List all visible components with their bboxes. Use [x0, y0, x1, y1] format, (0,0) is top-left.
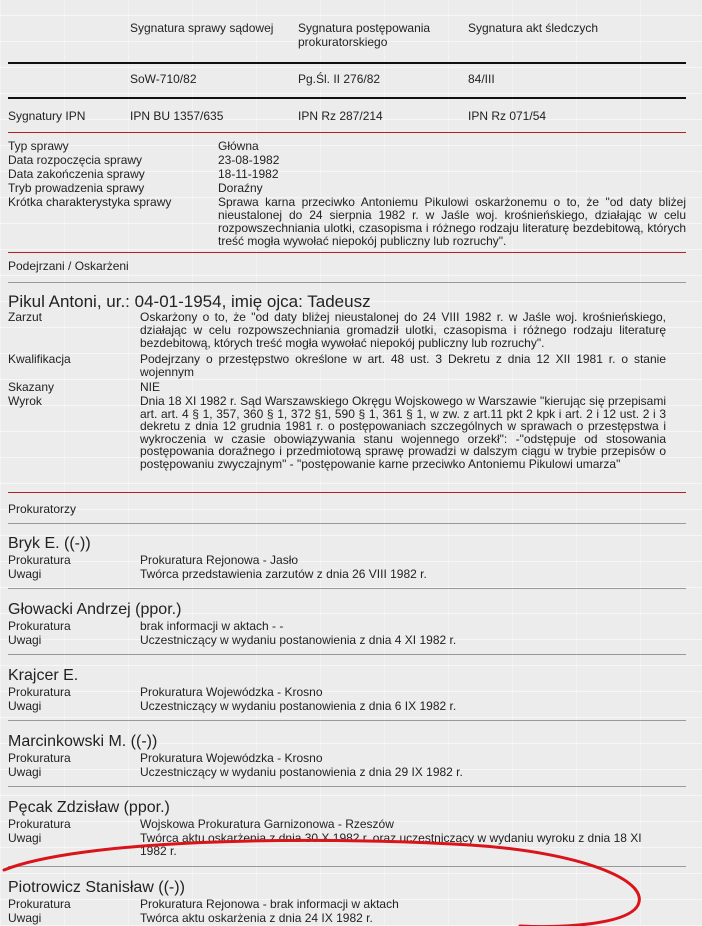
prosecutor-notes-label: Uwagi [8, 765, 42, 779]
prosecutor-office-value: Prokuratura Wojewódzka - Krosno [140, 685, 323, 699]
prosecutor-notes-value: Twórca aktu oskarżenia z dnia 24 IX 1982 r. [140, 911, 373, 925]
prosecutor-office-label: Prokuratura [8, 553, 71, 567]
header-col-prosecutor-signature: Sygnatura postępowania prokuratorskiego [298, 21, 431, 49]
prosecutor-name: Piotrowicz Stanisław ((-)) [8, 879, 185, 896]
prosecutor-office-label: Prokuratura [8, 751, 71, 765]
case-type-label: Typ sprawy [8, 139, 69, 153]
prosecutor-office-label: Prokuratura [8, 619, 71, 633]
prosecutor-notes-value: Twórca przedstawienia zarzutów z dnia 26 VIII 1982 r. [140, 567, 427, 581]
prosecutor-office-value: Prokuratura Rejonowa - Jasło [140, 553, 299, 567]
prosecutor-office-value: brak informacji w aktach - - [140, 619, 284, 633]
prosecutor-office-label: Prokuratura [8, 817, 71, 831]
ellipse-stroke [4, 840, 639, 926]
suspect-name: Pikul Antoni, ur.: 04-01-1954, imię ojca: Tadeusz [8, 292, 371, 311]
prosecutor-notes-label: Uwagi [8, 831, 42, 845]
prosecutors-section-title: Prokuratorzy [8, 502, 77, 516]
prosecutor-name: Głowacki Andrzej (ppor.) [8, 601, 182, 618]
prosecutor-name: Pęcak Zdzisław (ppor.) [8, 799, 170, 816]
case-description-label: Krótka charakterystyka sprawy [8, 195, 172, 209]
convicted-label: Skazany [8, 380, 55, 394]
header-col-court-signature: Sygnatura sprawy sądowej [130, 21, 274, 35]
case-start-value: 23-08-1982 [218, 153, 280, 167]
prosecutor-notes-label: Uwagi [8, 699, 42, 713]
case-type-value: Główna [218, 139, 259, 153]
prosecutor-notes-label: Uwagi [8, 911, 42, 925]
prosecutor-office-label: Prokuratura [8, 897, 71, 911]
qualification-label: Kwalifikacja [8, 352, 71, 366]
prosecutor-notes-label: Uwagi [8, 567, 42, 581]
prosecutor-office-value: Prokuratura Wojewódzka - Krosno [140, 751, 323, 765]
prosecutor-name: Marcinkowski M. ((-)) [8, 733, 158, 750]
ipn-value-3: IPN Rz 071/54 [468, 109, 547, 123]
ipn-value-2: IPN Rz 287/214 [298, 109, 383, 123]
case-description-value: Sprawa karna przeciwko Antoniemu Pikulowi oskarżonemu o to, że "od daty bliżej nieustalonej do 24 sierpnia 1982 r. w Jaśle woj. krośnieńskiego, działając w celu rozpowszechniania ulotki, czasopisma i różnego rodzaju literaturę bezdebitową, których treść mogła wywołać niepokój publiczny lub rozruchy". [218, 195, 686, 248]
qualification-value: Podejrzany o przestępstwo określone w art. 48 ust. 3 Dekretu z dnia 12 XII 1981 r. o stanie wojennym [140, 352, 666, 379]
prosecutor-office-label: Prokuratura [8, 685, 71, 699]
ipn-label: Sygnatury IPN [8, 109, 86, 123]
verdict-label: Wyrok [8, 394, 42, 408]
verdict-value: Dnia 18 XI 1982 r. Sąd Warszawskiego Okręgu Wojskowego w Warszawie "kierując się przepisami art. art. 4 § 1, 357, 360 § 1, 372 §1, 590 § 1, 361 § 1, w zw. z art.11 pkt 2 kpk i art. 2 i 12 ust. 2 i 3 dekretu z dnia 12 grudnia 1981 r. o postępowaniach szczególnych w sprawach o przestępstwa i wykroczenia w czasie obowiązywania stanu wojennego orzekł": -"odstępuje od stosowania postępowania doraźnego i przedmiotową sprawę prowadzi w dalszym ciągu w trybie przepisów o postępowaniu zwyczajnym" - "postępowanie karne przeciwko Antoniemu Pikulowi umarza" [140, 394, 666, 471]
prosecutor-signature-value: Pg.Śl. II 276/82 [298, 72, 381, 86]
investigation-signature-value: 84/III [468, 72, 495, 86]
convicted-value: NIE [140, 380, 161, 394]
suspects-section-title: Podejrzani / Oskarżeni [8, 259, 129, 273]
charge-value: Oskarżony o to, że "od daty bliżej nieustalonej do 24 VIII 1982 r. w Jaśle woj. krośnieńskiego, działając w celu rozpowszechniania gromadził ulotki, czasopisma i różnego rodzaju literaturę bezdebitową, których treść mogła wywołać niepokój publiczny lub rozruchy". [140, 310, 666, 350]
court-signature-value: SoW-710/82 [130, 72, 197, 86]
prosecutor-name: Krajcer E. [8, 667, 79, 684]
case-mode-value: Doraźny [218, 181, 263, 195]
prosecutor-notes-value: Twórca aktu oskarżenia z dnia 30 X 1982 r. oraz uczestniczący w wydaniu wyroku z dnia 18 XI 1982 r. [140, 831, 642, 858]
case-end-value: 18-11-1982 [218, 167, 279, 181]
prosecutor-notes-value: Uczestniczący w wydaniu postanowienia z dnia 6 IX 1982 r. [140, 699, 457, 713]
charge-label: Zarzut [8, 310, 43, 324]
prosecutor-notes-value: Uczestniczący w wydaniu postanowienia z dnia 4 XI 1982 r. [140, 633, 457, 647]
ipn-value-1: IPN BU 1357/635 [130, 109, 224, 123]
case-end-label: Data zakończenia sprawy [8, 167, 145, 181]
prosecutor-office-value: Wojskowa Prokuratura Garnizonowa - Rzeszów [140, 817, 394, 831]
prosecutor-name: Bryk E. ((-)) [8, 535, 91, 552]
case-start-label: Data rozpoczęcia sprawy [8, 153, 143, 167]
prosecutor-notes-label: Uwagi [8, 633, 42, 647]
prosecutor-office-value: Prokuratura Rejonowa - brak informacji w aktach [140, 897, 399, 911]
case-mode-label: Tryb prowadzenia sprawy [8, 181, 145, 195]
prosecutor-notes-value: Uczestniczący w wydaniu postanowienia z dnia 29 IX 1982 r. [140, 765, 463, 779]
header-col-investigation-signature: Sygnatura akt śledczych [468, 21, 599, 35]
